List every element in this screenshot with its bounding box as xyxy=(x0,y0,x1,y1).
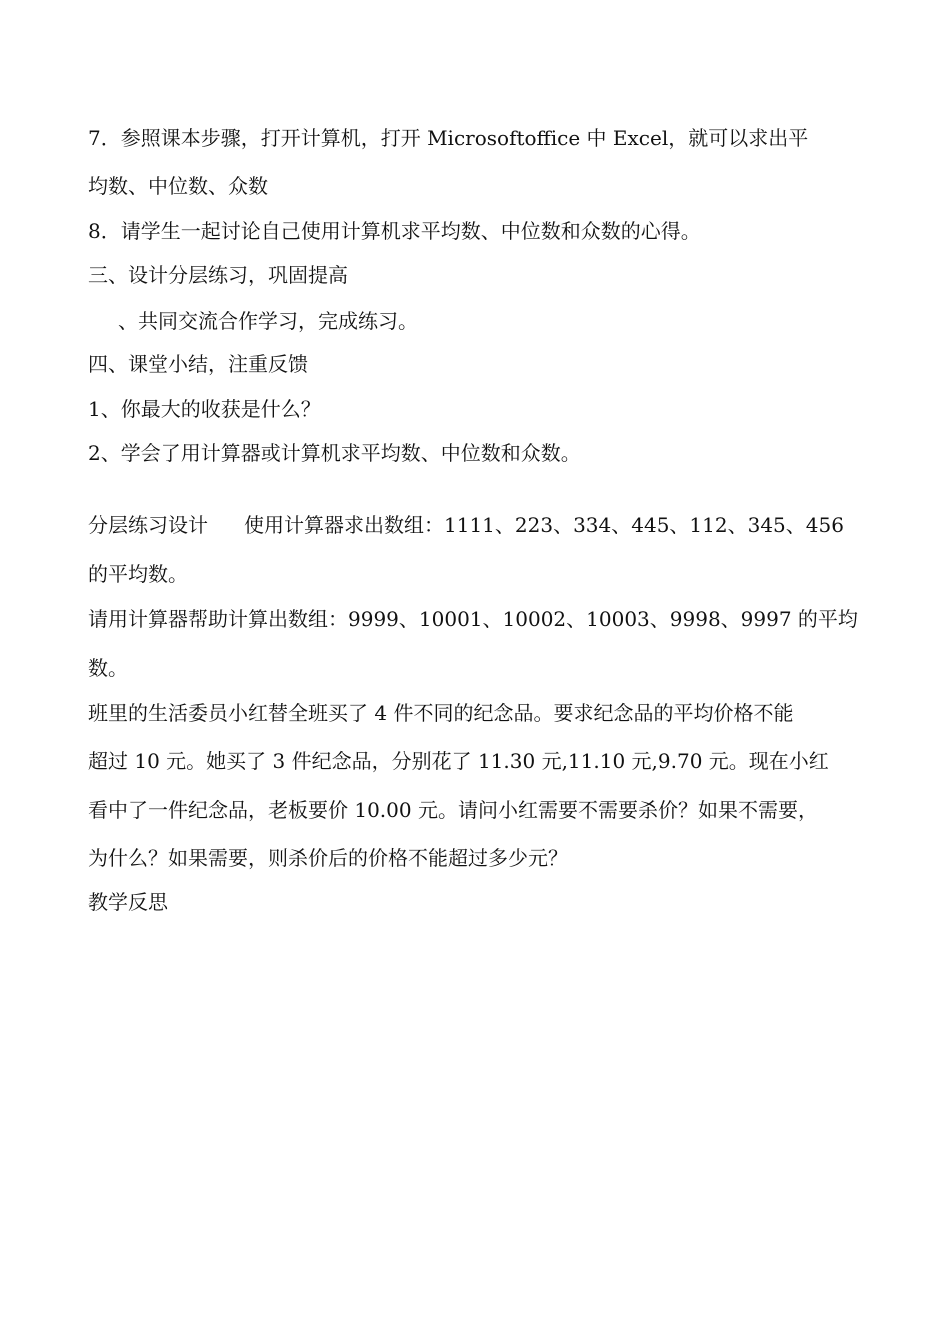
exercise-3-line-4: 为什么？如果需要，则杀价后的价格不能超过多少元？ xyxy=(88,846,568,870)
step-7-line-1: 7．参照课本步骤，打开计算机，打开 Microsoftoffice 中 Excel，就可以求出平 xyxy=(88,126,809,150)
section-3-heading: 三、设计分层练习，巩固提高 xyxy=(88,263,348,287)
exercise-3-line-1: 班里的生活委员小红替全班买了 4 件不同的纪念品。要求纪念品的平均价格不能 xyxy=(88,701,794,725)
exercise-design-line xyxy=(88,512,844,538)
exercise-1-text: 使用计算器求出数组：1111、223、334、445、112、345、456 xyxy=(244,513,844,537)
summary-item-2: 2、学会了用计算器或计算机求平均数、中位数和众数。 xyxy=(88,441,581,465)
exercise-2-line-1: 请用计算器帮助计算出数组：9999、10001、10002、10003、9998、9997 的平均 xyxy=(88,607,858,631)
exercise-1-continued: 的平均数。 xyxy=(88,562,188,586)
section-3-item: 、共同交流合作学习，完成练习。 xyxy=(118,309,418,333)
summary-item-1: 1、你最大的收获是什么？ xyxy=(88,397,321,421)
exercise-3-line-3: 看中了一件纪念品，老板要价 10.00 元。请问小红需要不需要杀价？如果不需要， xyxy=(88,798,818,822)
teaching-reflection-heading: 教学反思 xyxy=(88,890,168,914)
exercise-2-line-2: 数。 xyxy=(88,656,128,680)
exercise-3-line-2: 超过 10 元。她买了 3 件纪念品，分别花了 11.30 元,11.10 元,9.70 元。现在小红 xyxy=(88,749,829,773)
section-4-heading: 四、课堂小结，注重反馈 xyxy=(88,352,308,376)
step-8-line: 8．请学生一起讨论自己使用计算机求平均数、中位数和众数的心得。 xyxy=(88,219,701,243)
step-7-line-2: 均数、中位数、众数 xyxy=(88,174,268,198)
exercise-design-label: 分层练习设计 xyxy=(88,513,208,537)
